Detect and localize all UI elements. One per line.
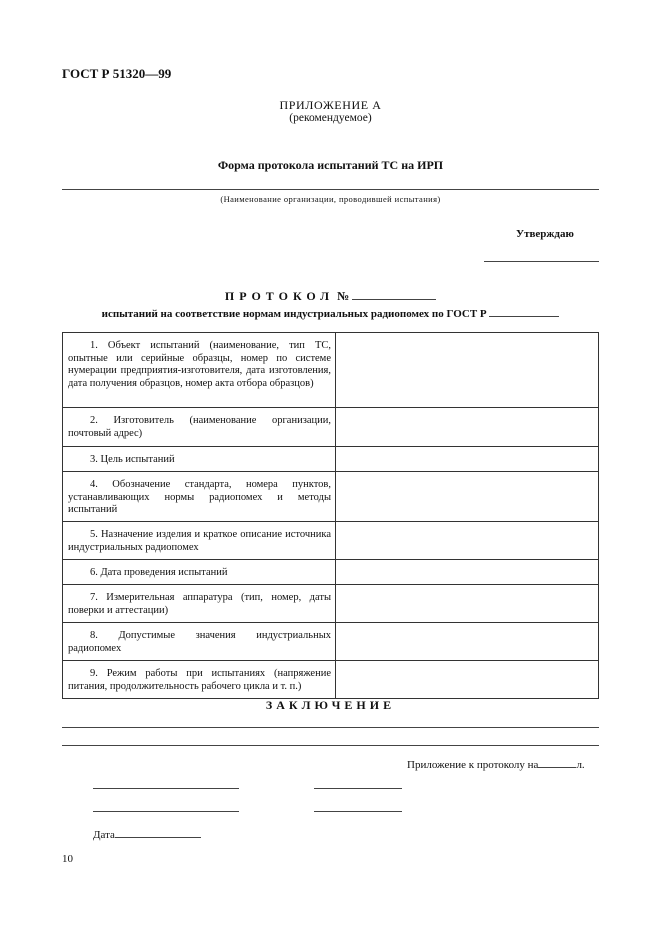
row-label: 9. Режим работы при испытаниях (напряжение питания, продолжительность рабочего цикла и т. п.)	[68, 668, 331, 692]
approval-signature-line[interactable]	[484, 261, 599, 262]
row-label: 1. Объект испытаний (наименование, тип ТС, опытные или серийные образцы, номер по системе нумерации предприятия-изготовителя, дата изготовления, дата получения образцов, номер акта отбора образцов)	[68, 340, 331, 389]
row-label: 3. Цель испытаний	[90, 454, 175, 465]
signature-line-1[interactable]	[93, 788, 239, 789]
table-row	[63, 623, 599, 661]
conclusion-line-2[interactable]	[62, 745, 599, 746]
organization-caption: (Наименование организации, проводившей испытания)	[220, 194, 441, 204]
row-value-cell[interactable]	[336, 408, 599, 447]
protocol-number-field[interactable]	[352, 289, 436, 300]
gost-number-field[interactable]	[489, 306, 559, 317]
table-row	[63, 522, 599, 560]
annex-pages-note	[407, 757, 585, 771]
row-label-cell	[63, 447, 336, 472]
table-row	[63, 333, 599, 408]
page-number: 10	[62, 853, 73, 865]
signature-name-line-1[interactable]	[314, 788, 402, 789]
row-label-cell	[63, 585, 336, 623]
standard-number: ГОСТ Р 51320—99	[62, 66, 172, 81]
row-label-cell	[63, 623, 336, 661]
row-value-cell[interactable]	[336, 333, 599, 408]
date-field[interactable]	[115, 827, 201, 838]
row-value-cell[interactable]	[336, 560, 599, 585]
date-label: Дата	[93, 829, 115, 841]
annex-subtitle: (рекомендуемое)	[289, 112, 372, 124]
table-row	[63, 661, 599, 699]
table-row	[63, 408, 599, 447]
table-row	[63, 585, 599, 623]
conclusion-line-1[interactable]	[62, 727, 599, 728]
row-label: 6. Дата проведения испытаний	[90, 567, 228, 578]
protocol-heading	[0, 289, 661, 304]
protocol-subtitle	[0, 306, 661, 320]
row-label-cell	[63, 408, 336, 447]
row-label: 7. Измерительная аппаратура (тип, номер, даты поверки и аттестации)	[68, 592, 331, 616]
protocol-word: ПРОТОКОЛ	[224, 289, 335, 303]
row-label-cell	[63, 472, 336, 522]
protocol-subtitle-text: испытаний на соответствие нормам индустриальных радиопомех по ГОСТ Р	[101, 308, 487, 320]
row-label: 8. Допустимые значения индустриальных радиопомех	[68, 630, 331, 654]
row-value-cell[interactable]	[336, 472, 599, 522]
annex-note-suffix: л.	[576, 759, 585, 771]
row-value-cell[interactable]	[336, 623, 599, 661]
table-row	[63, 472, 599, 522]
number-sign: №	[337, 289, 350, 303]
row-label-cell	[63, 661, 336, 699]
row-label-cell	[63, 560, 336, 585]
row-label-cell	[63, 522, 336, 560]
table-row	[63, 447, 599, 472]
signature-line-2[interactable]	[93, 811, 239, 812]
approval-label: Утверждаю	[516, 228, 574, 240]
row-label-cell	[63, 333, 336, 408]
row-label: 4. Обозначение стандарта, номера пунктов, устанавливающих нормы радиопомех и методы испытаний	[68, 479, 331, 515]
conclusion-title: ЗАКЛЮЧЕНИЕ	[265, 698, 396, 712]
table-row	[63, 560, 599, 585]
date-row	[93, 827, 201, 841]
annex-title: ПРИЛОЖЕНИЕ А	[279, 98, 382, 112]
row-value-cell[interactable]	[336, 661, 599, 699]
row-value-cell[interactable]	[336, 522, 599, 560]
row-label: 2. Изготовитель (наименование организации, почтовый адрес)	[68, 415, 331, 439]
annex-pages-field[interactable]	[538, 757, 576, 768]
signature-name-line-2[interactable]	[314, 811, 402, 812]
row-label: 5. Назначение изделия и краткое описание источника индустриальных радиопомех	[68, 529, 331, 553]
row-value-cell[interactable]	[336, 447, 599, 472]
row-value-cell[interactable]	[336, 585, 599, 623]
organization-name-line[interactable]	[62, 189, 599, 190]
protocol-table	[62, 332, 599, 699]
form-title: Форма протокола испытаний ТС на ИРП	[217, 158, 444, 172]
annex-note-prefix: Приложение к протоколу на	[407, 759, 539, 771]
